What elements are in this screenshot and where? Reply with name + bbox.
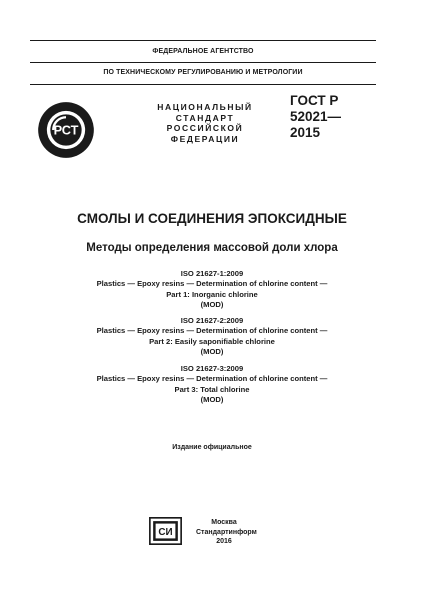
publisher-name: Стандартинформ bbox=[196, 528, 257, 536]
iso-description: Plastics — Epoxy resins — Determination of chlorine content — bbox=[96, 279, 328, 289]
national-standard-line: НАЦИОНАЛЬНЫЙ bbox=[157, 102, 253, 112]
header-divider bbox=[30, 62, 376, 63]
gost-line-3: 2015 bbox=[290, 125, 321, 140]
gost-designation bbox=[290, 93, 341, 141]
gost-line-2: 52021— bbox=[290, 109, 342, 124]
document-subtitle: Методы определения массовой доли хлора bbox=[86, 242, 338, 254]
iso-number: ISO 21627-1:2009 bbox=[180, 269, 244, 278]
iso-description: Plastics — Epoxy resins — Determination of chlorine content — bbox=[96, 326, 328, 336]
iso-mod-label: (MOD) bbox=[200, 394, 224, 404]
iso-part-title: Part 1: Inorganic chlorine bbox=[166, 289, 258, 299]
iso-part-title: Part 2: Easily saponifiable chlorine bbox=[149, 336, 275, 346]
edition-note: Издание официальное bbox=[172, 444, 252, 451]
agency-line-1: ФЕДЕРАЛЬНОЕ АГЕНТСТВО bbox=[152, 48, 254, 55]
national-standard-line: РОССИЙСКОЙ bbox=[166, 123, 244, 133]
rst-gost-mark-icon bbox=[37, 101, 95, 159]
national-standard-label bbox=[140, 102, 270, 144]
standartinform-logo-icon bbox=[149, 517, 182, 545]
publisher-city: Москва bbox=[211, 519, 237, 526]
publisher-info bbox=[196, 518, 257, 547]
iso-part-block bbox=[0, 269, 424, 310]
national-standard-line: ФЕДЕРАЦИИ bbox=[170, 133, 240, 144]
iso-part-block bbox=[0, 316, 424, 357]
iso-part-title: Part 3: Total chlorine bbox=[174, 384, 250, 394]
agency-header bbox=[30, 40, 376, 85]
svg-text:РСТ: РСТ bbox=[53, 122, 79, 138]
iso-number: ISO 21627-2:2009 bbox=[180, 316, 244, 325]
svg-text:СИ: СИ bbox=[158, 527, 173, 539]
iso-description: Plastics — Epoxy resins — Determination of chlorine content — bbox=[96, 374, 328, 384]
agency-line-2: ПО ТЕХНИЧЕСКОМУ РЕГУЛИРОВАНИЮ И МЕТРОЛОГИИ bbox=[103, 69, 303, 76]
document-title: СМОЛЫ И СОЕДИНЕНИЯ ЭПОКСИДНЫЕ bbox=[77, 211, 347, 226]
iso-part-block bbox=[0, 364, 424, 405]
publication-year: 2016 bbox=[216, 538, 232, 545]
iso-mod-label: (MOD) bbox=[200, 346, 224, 356]
iso-mod-label: (MOD) bbox=[200, 299, 224, 309]
gost-line-1: ГОСТ Р bbox=[290, 93, 339, 108]
iso-number: ISO 21627-3:2009 bbox=[180, 364, 244, 373]
national-standard-line: СТАНДАРТ bbox=[175, 112, 235, 123]
